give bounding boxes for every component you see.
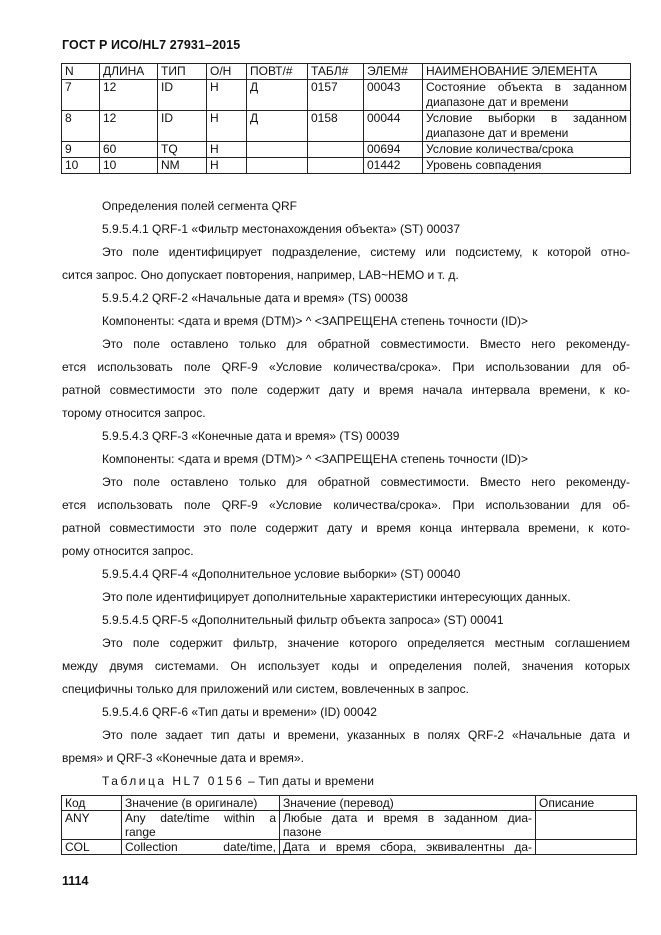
paragraph: [62, 632, 630, 701]
cell-line: Состояние объекта в заданном: [426, 80, 627, 94]
table-cell: [308, 142, 364, 158]
column-header: ДЛИНА: [100, 64, 158, 80]
table-row: [62, 158, 631, 174]
text-line: Это поле задает тип даты и времени, указанных в полях QRF-2 «Начальные дата и: [102, 728, 630, 742]
table-row: [62, 80, 631, 111]
table-cell: COL: [62, 840, 122, 855]
column-header: Код: [62, 796, 122, 811]
text-line: между двумя системами. Он использует коды и определения полей, значения которых: [62, 659, 630, 673]
table-row: [62, 811, 637, 840]
table-cell: 7: [62, 80, 100, 111]
paragraph: [62, 333, 630, 425]
table-cell: [423, 111, 631, 142]
table-cell: 9: [62, 142, 100, 158]
text-line: ется использовать поле QRF-9 «Условие количества/срока». При использовании для об-: [62, 360, 630, 374]
table-cell: 0158: [308, 111, 364, 142]
text-line: рому относится запрос.: [62, 544, 194, 558]
cell-line: Условие выборки в заданном: [426, 111, 627, 125]
table-cell: 12: [100, 111, 158, 142]
table-caption: [102, 770, 630, 793]
column-header: НАИМЕНОВАНИЕ ЭЛЕМЕНТА: [423, 64, 631, 80]
table-cell: 10: [62, 158, 100, 174]
components-line: Компоненты: <дата и время (DTM)> ^ <ЗАПРЕЩЕНА степень точности (ID)>: [102, 452, 529, 466]
text-line: ется использовать поле QRF-9 «Условие количества/срока». При использовании для об-: [62, 498, 630, 512]
document-header: ГОСТ Р ИСО/HL7 27931–2015: [62, 38, 241, 52]
table-cell: 01442: [364, 158, 423, 174]
table-cell: Условие количества/срока: [423, 142, 631, 158]
field-heading: 5.9.5.4.6 QRF-6 «Тип даты и времени» (ID) 00042: [102, 705, 377, 719]
table-cell: [247, 158, 308, 174]
table-cell: [280, 840, 536, 855]
datetime-type-table: [61, 795, 637, 855]
table-cell: Н: [207, 111, 247, 142]
table-cell: Д: [247, 80, 308, 111]
cell-line: Дата и время сбора, эквивалентны да-: [283, 840, 532, 854]
column-header: ПОВТ/#: [247, 64, 308, 80]
section-intro: Определения полей сегмента QRF: [102, 199, 297, 213]
field-heading: 5.9.5.4.3 QRF-3 «Конечные дата и время» (TS) 00039: [102, 429, 400, 443]
caption-label: Таблица HL7 0156: [102, 774, 245, 788]
table-cell: ID: [158, 111, 207, 142]
cell-line: Collection date/time,: [125, 840, 276, 854]
paragraph: [62, 724, 630, 770]
table-cell: [122, 811, 280, 840]
field-heading: 5.9.5.4.1 QRF-1 «Фильтр местонахождения объекта» (ST) 00037: [102, 222, 461, 236]
table-cell: Д: [247, 111, 308, 142]
cell-line: диапазоне дат и времени: [426, 126, 569, 140]
table-cell: NM: [158, 158, 207, 174]
table-cell: 00694: [364, 142, 423, 158]
column-header: N: [62, 64, 100, 80]
paragraph: Это поле идентифицирует дополнительные характеристики интересующих данных.: [102, 590, 571, 604]
table-cell: [536, 840, 637, 855]
column-header: ТИП: [158, 64, 207, 80]
table-cell: Уровень совпадения: [423, 158, 631, 174]
column-header: Значение (перевод): [280, 796, 536, 811]
column-header: Описание: [536, 796, 637, 811]
table-cell: 12: [100, 80, 158, 111]
table-header-row: [62, 64, 631, 80]
table-cell: Н: [207, 80, 247, 111]
text-line: ратной совместимости это поле содержит дату и время начала интервала времени, к ко-: [62, 383, 630, 397]
text-line: торому относится запрос.: [62, 406, 206, 420]
column-header: Значение (в оригинале): [122, 796, 280, 811]
table-cell: Н: [207, 142, 247, 158]
table-row: [62, 840, 637, 855]
text-line: специфичны только для приложений или систем, вовлеченных в запрос.: [62, 682, 469, 696]
column-header: ТАБЛ#: [308, 64, 364, 80]
table-cell: [536, 811, 637, 840]
caption-title: – Тип даты и времени: [244, 774, 375, 788]
segment-fields-table: [61, 63, 631, 174]
text-line: время» и QRF-3 «Конечные дата и время».: [62, 751, 304, 765]
cell-line: диапазоне дат и времени: [426, 95, 569, 109]
text-line: Это поле идентифицирует подразделение, систему или подсистему, к которой отно-: [102, 245, 630, 259]
table-row: [62, 111, 631, 142]
text-line: Это поле оставлено только для обратной совместимости. Вместо него рекоменду-: [102, 337, 630, 351]
table-cell: 00044: [364, 111, 423, 142]
field-heading: 5.9.5.4.5 QRF-5 «Дополнительный фильтр объекта запроса» (ST) 00041: [102, 613, 504, 627]
table-cell: 10: [100, 158, 158, 174]
column-header: ЭЛЕМ#: [364, 64, 423, 80]
table-cell: 60: [100, 142, 158, 158]
table-row: [62, 142, 631, 158]
paragraph: [62, 471, 630, 563]
text-line: сится запрос. Оно допускает повторения, например, LAB~HEMO и т. д.: [62, 268, 459, 282]
cell-line: range: [125, 825, 156, 839]
field-heading: 5.9.5.4.4 QRF-4 «Дополнительное условие выборки» (ST) 00040: [102, 567, 461, 581]
table-cell: [423, 80, 631, 111]
table-cell: ID: [158, 80, 207, 111]
table-cell: TQ: [158, 142, 207, 158]
table-header-row: [62, 796, 637, 811]
table-cell: 00043: [364, 80, 423, 111]
table-cell: 8: [62, 111, 100, 142]
page-number: 1114: [62, 874, 89, 888]
text-line: ратной совместимости это поле содержит дату и время конца интервала времени, к кото-: [62, 521, 630, 535]
cell-line: Любые дата и время в заданном диа-: [283, 811, 532, 825]
table-cell: ANY: [62, 811, 122, 840]
text-line: Это поле содержит фильтр, значение которого определяется местным соглашением: [102, 636, 630, 650]
field-heading: 5.9.5.4.2 QRF-2 «Начальные дата и время» (TS) 00038: [102, 291, 408, 305]
table-cell: [280, 811, 536, 840]
table-cell: [308, 158, 364, 174]
table-cell: [122, 840, 280, 855]
components-line: Компоненты: <дата и время (DTM)> ^ <ЗАПРЕЩЕНА степень точности (ID)>: [102, 314, 529, 328]
document-body: [62, 195, 630, 793]
cell-line: пазоне: [283, 825, 322, 839]
cell-line: Any date/time within a: [125, 811, 276, 825]
paragraph: [62, 241, 630, 287]
table-cell: [247, 142, 308, 158]
column-header: О/Н: [207, 64, 247, 80]
table-cell: Н: [207, 158, 247, 174]
text-line: Это поле оставлено только для обратной совместимости. Вместо него рекоменду-: [102, 475, 630, 489]
table-cell: 0157: [308, 80, 364, 111]
